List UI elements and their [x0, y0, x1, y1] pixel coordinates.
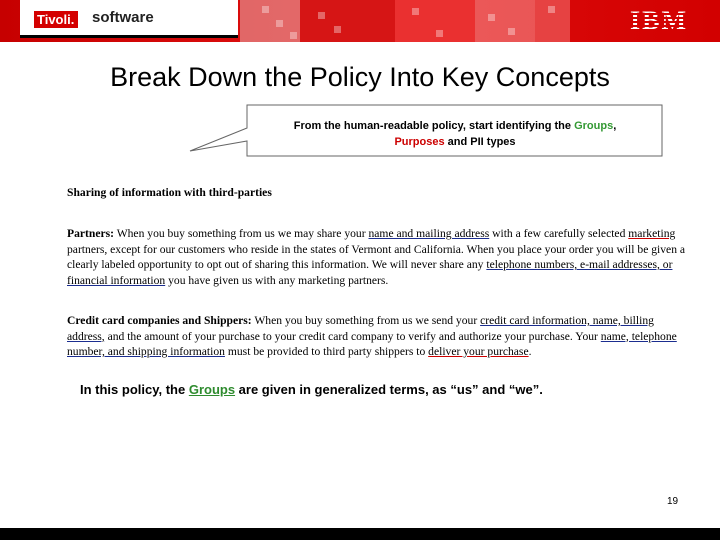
partners-text: partners, except for our customers who reside in the states of Vermont and California. When you place your order you will be given a clearly labeled opportunity to opt out of sharing this information. We will never share any — [67, 242, 686, 271]
shippers-text: . — [528, 345, 532, 358]
callout-intro: From the human-readable policy, start identifying the — [293, 120, 575, 132]
footer-bar — [0, 528, 720, 540]
banner-square — [548, 6, 555, 13]
pii-name-mailing: name and mailing address — [368, 227, 490, 240]
policy-heading: Sharing of information with third-parties — [67, 186, 272, 199]
banner-band — [300, 0, 395, 42]
note-suffix: are given in generalized terms, as “us” and “we”. — [235, 382, 543, 397]
banner-square — [436, 30, 443, 37]
software-label: software — [92, 9, 154, 26]
callout-pii: PII types — [470, 136, 516, 148]
header-banner — [0, 0, 720, 42]
banner-square — [318, 12, 325, 19]
banner-band — [395, 0, 475, 42]
partners-label: Partners: — [67, 227, 114, 240]
banner-square — [508, 28, 515, 35]
banner-square — [488, 14, 495, 21]
page-title: Break Down the Policy Into Key Concepts — [110, 62, 610, 92]
tivoli-label: Tivoli. — [34, 11, 78, 28]
page-number: 19 — [667, 496, 679, 507]
partners-text: When you buy something from us we may share your — [114, 227, 369, 240]
pii-shipping-info: name, telephone number, and shipping information — [67, 329, 677, 358]
purpose-delivery: deliver your purchase — [428, 345, 529, 358]
shippers-label: Credit card companies and Shippers: — [67, 314, 252, 327]
callout-text — [250, 118, 660, 150]
callout-groups: Groups — [574, 120, 614, 132]
pii-contact-financial: telephone numbers, e-mail addresses, or financial information — [67, 258, 673, 287]
banner-square — [276, 20, 283, 27]
banner-square — [334, 26, 341, 33]
ibm-logo: IBM — [630, 6, 688, 35]
purpose-marketing: marketing — [628, 227, 676, 240]
callout-purposes: Purposes — [394, 136, 445, 148]
groups-note — [80, 382, 543, 397]
banner-band — [475, 0, 535, 42]
partners-paragraph — [67, 226, 692, 288]
note-prefix: In this policy, the — [80, 382, 189, 397]
shippers-text: must be provided to third party shippers to — [224, 345, 429, 358]
banner-square — [290, 32, 297, 39]
note-groups: Groups — [188, 382, 236, 397]
tivoli-logo — [20, 0, 238, 38]
partners-text: you have given us with any marketing partners. — [165, 273, 389, 287]
shippers-text: and the amount of your purchase to your credit card company to verify and authorize your purchase. Your — [104, 329, 601, 343]
shippers-text: When you buy something from us we send your — [251, 314, 481, 327]
banner-square — [262, 6, 269, 13]
callout-comma: , — [613, 120, 617, 132]
shippers-paragraph — [67, 313, 692, 360]
banner-square — [412, 8, 419, 15]
partners-text: with a few carefully selected — [489, 227, 629, 240]
pii-credit-card: credit card information, name, billing address, — [67, 314, 654, 343]
callout-and: and — [444, 136, 471, 148]
